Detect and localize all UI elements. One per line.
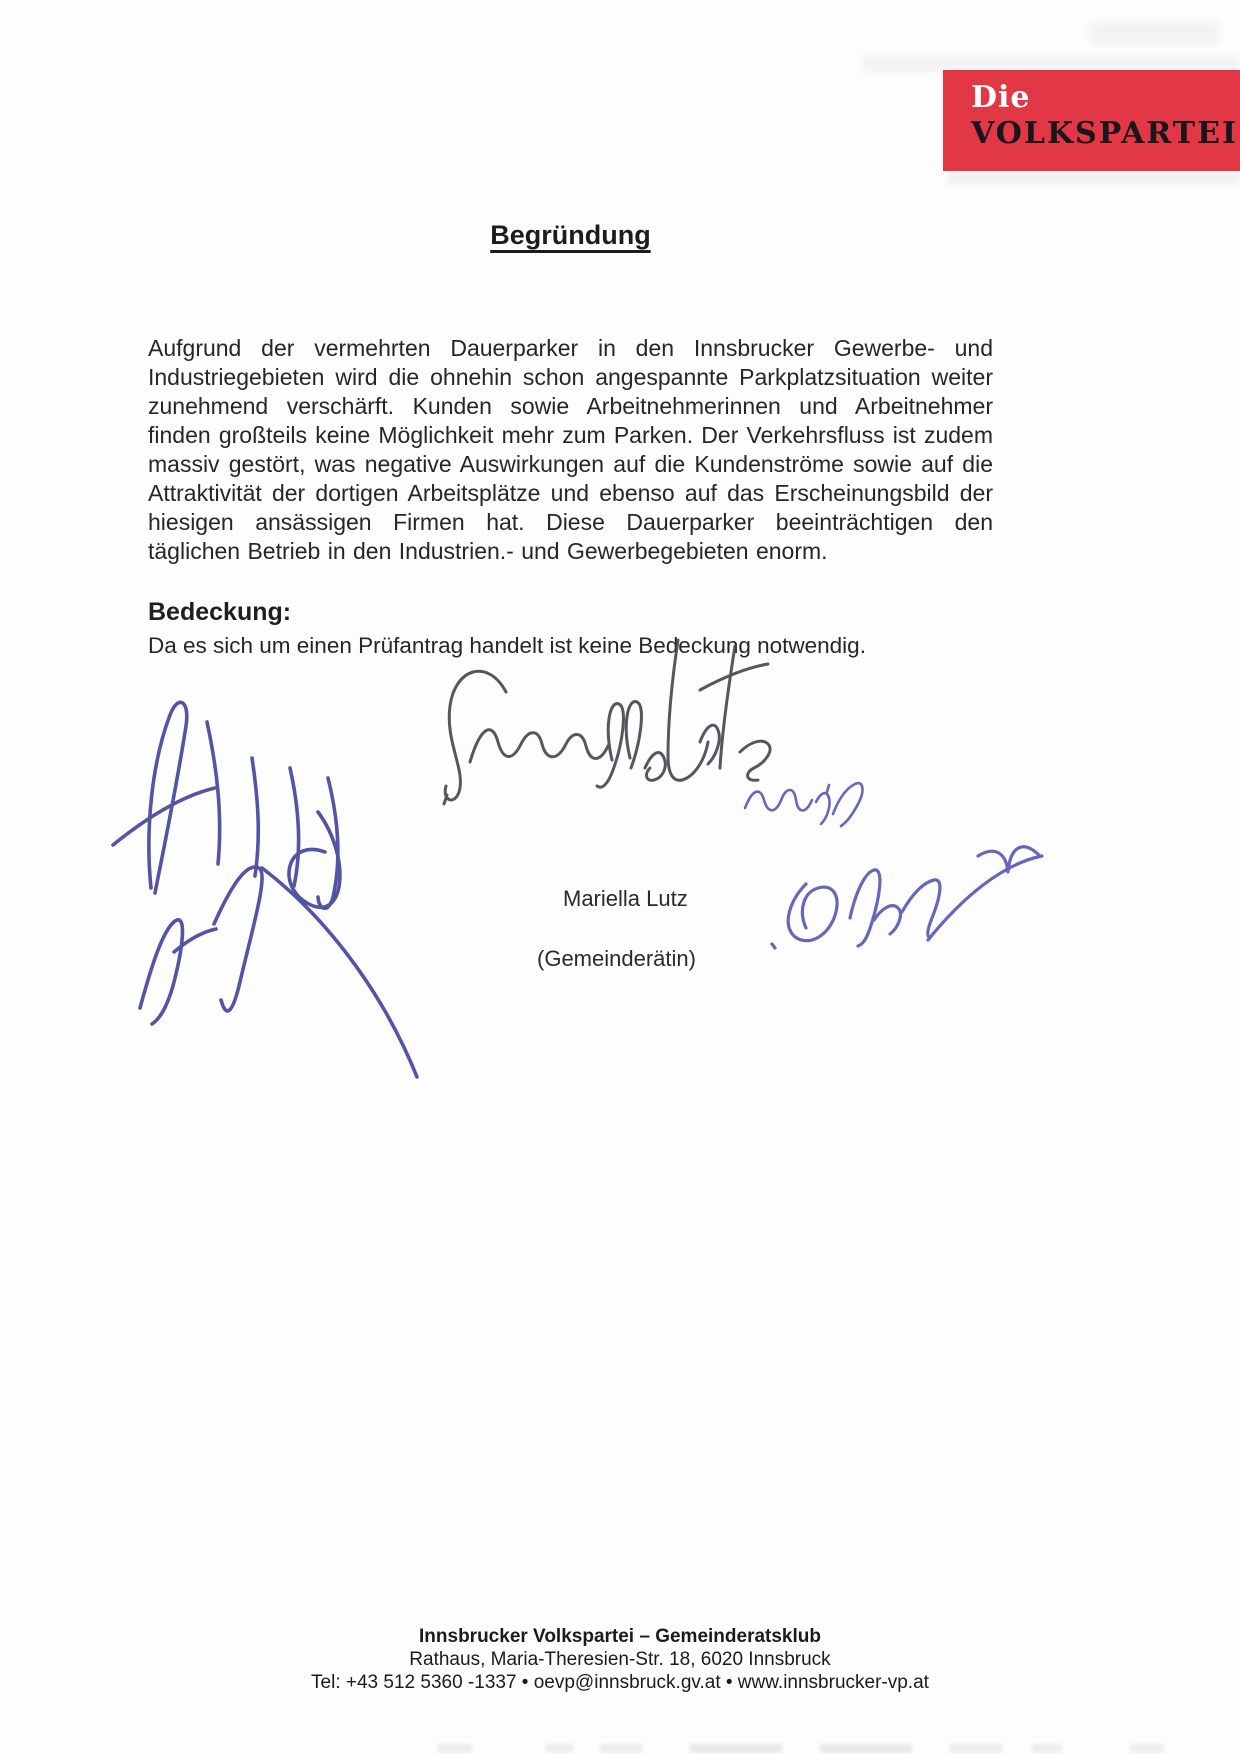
section-text-bedeckung: Da es sich um einen Prüfantrag handelt ist keine Bedeckung notwendig. bbox=[148, 633, 866, 658]
scan-artifact bbox=[600, 1744, 642, 1753]
signature-mariella-lutz bbox=[444, 640, 770, 804]
scan-artifact bbox=[545, 1744, 573, 1753]
footer-contact: Tel: +43 512 5360 -1337 • oevp@innsbruck.gv.at • www.innsbrucker-vp.at bbox=[311, 1672, 929, 1693]
party-logo-line1: Die bbox=[971, 80, 1031, 115]
scan-artifact bbox=[1032, 1744, 1062, 1753]
scan-artifact bbox=[950, 1744, 1002, 1753]
scan-artifact bbox=[948, 172, 1240, 184]
footer-address: Rathaus, Maria-Theresien-Str. 18, 6020 Innsbruck bbox=[409, 1649, 831, 1670]
page-title: Begründung bbox=[490, 220, 651, 250]
signature-right-small bbox=[745, 783, 862, 826]
scan-artifact bbox=[820, 1744, 912, 1753]
signature-left bbox=[113, 702, 417, 1077]
justification-paragraph: Aufgrund der vermehrten Dauerparker in den Innsbrucker Gewerbe- und Industriegebieten wird die ohnehin schon angespannte Parkplatzsituation weiter zunehmend verschärft. Kunden sowie Arbeitnehmerinnen und Arbeitnehmer finden großteils keine Möglichkeit mehr zum Parken. Der Verkehrsfluss ist zudem massiv gestört, was negative Auswirkungen auf die Kundenströme sowie auf die Attraktivität der dortigen Arbeitsplätze und ebenso auf das Erscheinungsbild der hiesigen ansässigen Firmen hat. Diese Dauerparker beeinträchtigen den täglichen Betrieb in den Industrien.- und Gewerbegebieten enorm. bbox=[148, 335, 993, 564]
signer-role: (Gemeinderätin) bbox=[537, 946, 696, 971]
signature-right-large bbox=[772, 847, 1042, 948]
section-heading-bedeckung: Bedeckung: bbox=[148, 598, 292, 626]
scan-artifact bbox=[1090, 22, 1220, 44]
scan-artifact bbox=[1130, 1744, 1164, 1753]
scan-artifact bbox=[438, 1744, 472, 1753]
footer-club-name: Innsbrucker Volkspartei – Gemeinderatsklub bbox=[419, 1626, 821, 1647]
signer-name: Mariella Lutz bbox=[563, 886, 688, 911]
party-logo-line2: VOLKSPARTEI bbox=[971, 116, 1238, 151]
footer bbox=[0, 1625, 1240, 1694]
party-logo bbox=[943, 70, 1240, 171]
scan-artifact bbox=[690, 1744, 782, 1753]
scan-artifact bbox=[862, 56, 1240, 71]
